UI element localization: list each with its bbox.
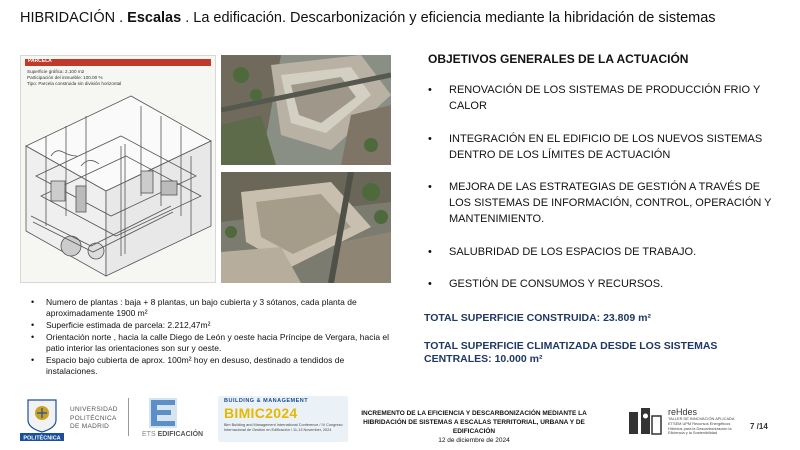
ets-edificacion-logo — [145, 396, 181, 430]
upm-name-line: DE MADRID — [70, 423, 110, 430]
objective-item: • SALUBRIDAD DE LOS ESPACIOS DE TRABAJO. — [428, 244, 780, 260]
title-suffix: . La edificación. Descarbonización y eficiencia mediante la hibridación de sistemas — [181, 10, 716, 26]
objectives-list — [428, 82, 780, 309]
upm-name-line: UNIVERSIDAD — [70, 406, 118, 413]
drawing-header-bar — [25, 59, 211, 66]
slide-title — [20, 10, 716, 26]
objective-item: • MEJORA DE LAS ESTRATEGIAS DE GESTIÓN A TRAVÉS DE LOS SISTEMAS DE INFORMACIÓN, CONTROL, OPERACIÓN Y MANTENIMIENTO. — [428, 179, 780, 227]
upm-name — [70, 406, 118, 432]
aerial-photo-1 — [221, 55, 391, 165]
bimic-top: BUILDING & MANAGEMENT — [224, 398, 309, 404]
title-bold: Escalas — [127, 10, 182, 26]
fact-item: • Superficie estimada de parcela: 2.212,47m² — [28, 320, 398, 331]
ets-bold: EDIFICACIÓN — [157, 431, 204, 438]
drawing-info — [27, 69, 121, 87]
aerial-photo-2 — [221, 172, 391, 283]
footer-date: 12 de diciembre de 2024 — [438, 437, 510, 444]
drawing-info-line: Superficie gráfica: 2.100 m2 — [27, 69, 85, 74]
drawing-header: PARCELA — [28, 58, 52, 64]
isometric-pipes-illustration — [21, 86, 216, 283]
footer-line: HIBRIDACIÓN DE SISTEMAS A ESCALAS TERRITORIAL, URBANA Y DE EDIFICACIÓN — [363, 419, 585, 435]
objective-item: • GESTIÓN DE CONSUMOS Y RECURSOS. — [428, 276, 780, 292]
objective-item: • INTEGRACIÓN EN EL EDIFICIO DE LOS NUEVOS SISTEMAS DENTRO DE LOS LÍMITES DE ACTUACIÓN — [428, 131, 780, 163]
aerial-photo-2-image — [221, 172, 391, 283]
page-number: 7 /14 — [750, 422, 768, 431]
drawing-info-line: Participación del inmueble: 100.00 % — [27, 75, 103, 80]
upm-name-line: POLITÉCNICA — [70, 414, 117, 422]
rehdes-description: TALLER DE INNOVACIÓN APLICADA ETSEM UPM Recursos Energéticos Híbridos para la Descarbonización la Eficiencia y la Sostenibilidad — [668, 416, 735, 436]
aerial-photo-1-image — [221, 55, 391, 165]
footer-divider — [128, 398, 129, 436]
footer-line: INCREMENTO DE LA EFICIENCIA Y DESCARBONIZACIÓN MEDIANTE LA — [361, 410, 587, 417]
bimic-sub: Bim Building and Management International Conference / IV Congreso Internacional de Gestión en Edificación / 11-13 November, 2024 — [224, 423, 343, 432]
drawing-info-line: Tipo: Parcela construida sin división horizontal — [27, 81, 122, 86]
rehdes-logo — [627, 406, 663, 438]
fact-item: • Orientación norte , hacia la calle Diego de León y oeste hacia Príncipe de Vergara, hacia el patio interior las orientaciones son sur y oeste. — [28, 332, 398, 354]
title-prefix: HIBRIDACIÓN . — [20, 10, 128, 26]
bimic-main: BIMIC2024 — [224, 405, 298, 421]
ets-edificacion-label — [142, 431, 203, 438]
total-surface-conditioned: TOTAL SUPERFICIE CLIMATIZADA DESDE LOS SISTEMAS CENTRALES: 10.000 m² — [424, 340, 718, 365]
ets-prefix: ETS — [142, 431, 158, 438]
slide-footer — [0, 388, 800, 450]
isometric-drawing — [20, 55, 216, 283]
upm-logo — [18, 396, 66, 442]
objectives-title: OBJETIVOS GENERALES DE LA ACTUACIÓN — [428, 52, 689, 66]
fact-item: • Numero de plantas : baja + 8 plantas, un bajo cubierta y 3 sótanos, cada planta de aproximadamente 1900 m² — [28, 297, 398, 319]
rehdes-name: reHdes — [668, 407, 698, 417]
fact-item: • Espacio bajo cubierta de aprox. 100m² hoy en desuso, destinado a tendidos de instalaciones. — [28, 355, 398, 377]
footer-center-text — [350, 409, 598, 445]
building-facts-list — [28, 297, 398, 378]
upm-badge-text: POLITÉCNICA — [23, 435, 61, 442]
objective-item: • RENOVACIÓN DE LOS SISTEMAS DE PRODUCCIÓN FRIO Y CALOR — [428, 82, 780, 114]
total-surface-built: TOTAL SUPERFICIE CONSTRUIDA: 23.809 m² — [424, 312, 651, 324]
bimic-logo — [218, 396, 348, 442]
